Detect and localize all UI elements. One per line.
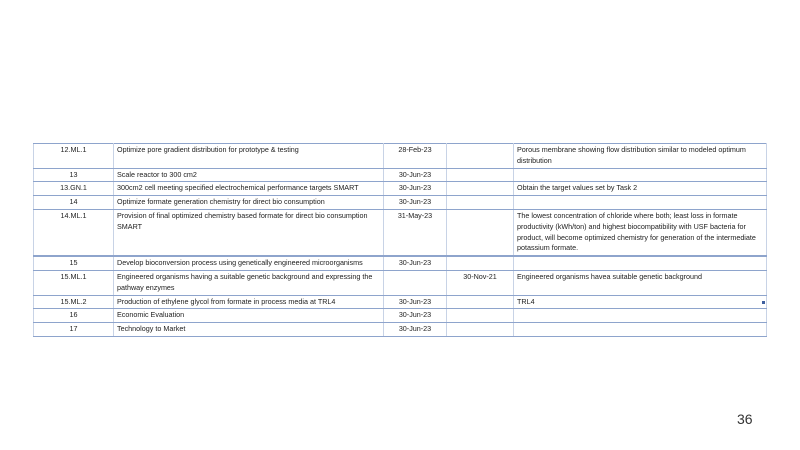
row-notes: Porous membrane showing flow distribution similar to modeled optimum distribution	[514, 144, 767, 169]
row-id: 13	[34, 168, 114, 182]
row-planned-date: 31-May-23	[384, 209, 447, 256]
row-notes: TRL4	[514, 295, 767, 309]
row-planned-date: 30-Jun-23	[384, 295, 447, 309]
table-row	[34, 168, 767, 182]
milestone-table	[33, 143, 767, 337]
row-id: 15	[34, 256, 114, 270]
row-actual-date	[447, 209, 514, 256]
row-planned-date: 30-Jun-23	[384, 182, 447, 196]
row-notes	[514, 323, 767, 337]
row-id: 14	[34, 196, 114, 210]
row-actual-date	[447, 323, 514, 337]
row-planned-date: 30-Jun-23	[384, 196, 447, 210]
row-task: Optimize pore gradient distribution for prototype & testing	[114, 144, 384, 169]
row-task: Optimize formate generation chemistry for direct bio consumption	[114, 196, 384, 210]
row-id: 15.ML.1	[34, 270, 114, 295]
row-id: 17	[34, 323, 114, 337]
row-actual-date	[447, 144, 514, 169]
table-row	[34, 295, 767, 309]
row-id: 13.GN.1	[34, 182, 114, 196]
row-task: Production of ethylene glycol from formate in process media at TRL4	[114, 295, 384, 309]
row-task: Develop bioconversion process using genetically engineered microorganisms	[114, 256, 384, 270]
row-notes: Engineered organisms havea suitable genetic background	[514, 270, 767, 295]
row-task: Provision of final optimized chemistry based formate for direct bio consumption SMART	[114, 209, 384, 256]
table-row	[34, 182, 767, 196]
table-row	[34, 209, 767, 256]
table-row	[34, 270, 767, 295]
row-actual-date	[447, 182, 514, 196]
row-notes	[514, 196, 767, 210]
table-row	[34, 256, 767, 270]
row-actual-date	[447, 295, 514, 309]
row-notes	[514, 256, 767, 270]
row-task: Engineered organisms having a suitable genetic background and expressing the pathway enzymes	[114, 270, 384, 295]
table-resize-handle[interactable]	[762, 301, 765, 304]
row-actual-date	[447, 168, 514, 182]
row-id: 14.ML.1	[34, 209, 114, 256]
row-planned-date: 30-Jun-23	[384, 168, 447, 182]
row-actual-date	[447, 196, 514, 210]
row-notes	[514, 168, 767, 182]
row-notes: Obtain the target values set by Task 2	[514, 182, 767, 196]
row-planned-date	[384, 270, 447, 295]
row-id: 16	[34, 309, 114, 323]
row-planned-date: 30-Jun-23	[384, 256, 447, 270]
row-actual-date: 30-Nov-21	[447, 270, 514, 295]
row-planned-date: 28-Feb-23	[384, 144, 447, 169]
row-task: Scale reactor to 300 cm2	[114, 168, 384, 182]
row-notes	[514, 309, 767, 323]
table-row	[34, 309, 767, 323]
table-row	[34, 196, 767, 210]
row-id: 12.ML.1	[34, 144, 114, 169]
page-number: 36	[737, 411, 753, 427]
table-row	[34, 144, 767, 169]
row-planned-date: 30-Jun-23	[384, 323, 447, 337]
row-notes: The lowest concentration of chloride where both; least loss in formate productivity (kWh/ton) and highest biocompatibility with USF bacteria for product, will become optimized chemistry for generation of the intermediate potassium formate.	[514, 209, 767, 256]
row-task: 300cm2 cell meeting specified electrochemical performance targets SMART	[114, 182, 384, 196]
row-actual-date	[447, 256, 514, 270]
row-planned-date: 30-Jun-23	[384, 309, 447, 323]
row-task: Technology to Market	[114, 323, 384, 337]
table-row	[34, 323, 767, 337]
row-actual-date	[447, 309, 514, 323]
row-task: Economic Evaluation	[114, 309, 384, 323]
row-id: 15.ML.2	[34, 295, 114, 309]
